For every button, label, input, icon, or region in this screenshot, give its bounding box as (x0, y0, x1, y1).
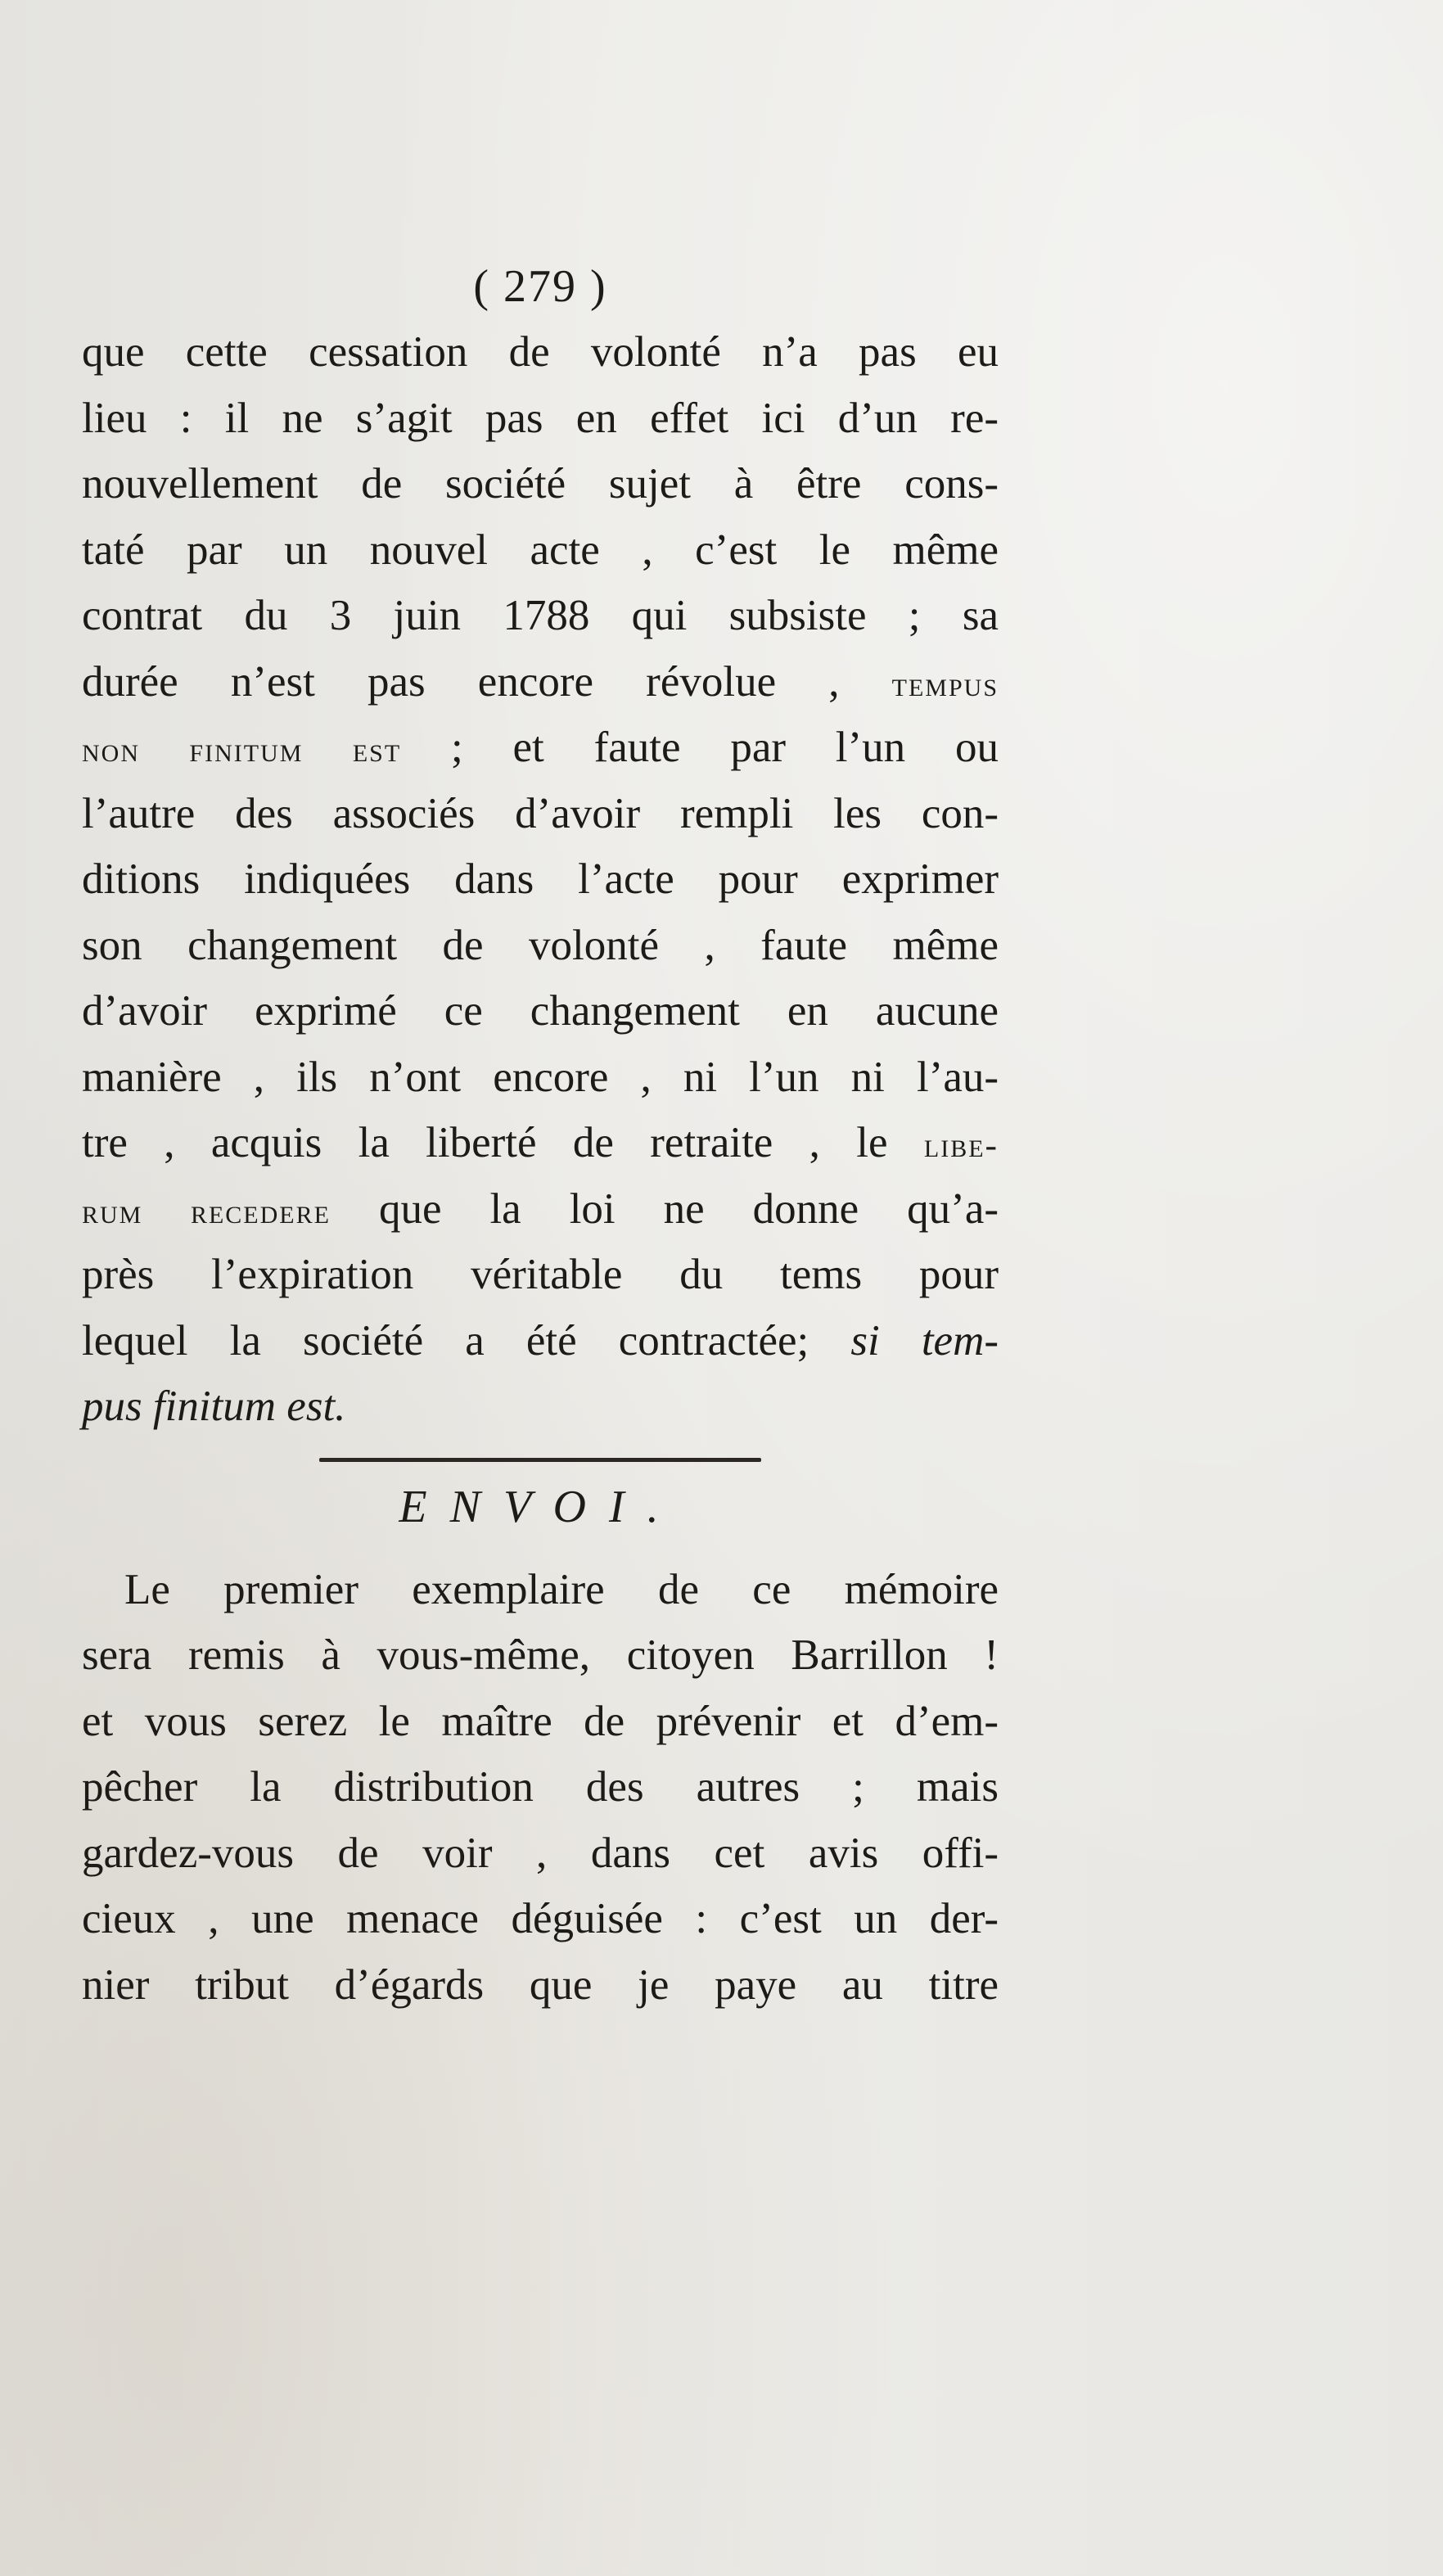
text-segment: pêcher la distribution des autres ; mais (82, 1763, 999, 1811)
text-segment: lequel la société a été contractée; (82, 1316, 851, 1365)
text-segment: gardez-vous de voir , dans cet avis offi- (82, 1829, 999, 1877)
text-segment: que la loi ne donne qu’a- (330, 1184, 999, 1233)
text-segment: Le premier exemplaire de ce mémoire (124, 1565, 999, 1613)
text-segment: rum recedere (82, 1191, 331, 1231)
text-segment: ditions indiquées dans l’acte pour exprimer (82, 855, 999, 903)
text-line (82, 1952, 999, 2019)
paragraph-envoi (82, 1557, 999, 2019)
text-segment: manière , ils n’ont encore , ni l’un ni l’au- (82, 1053, 999, 1101)
text-line (82, 319, 999, 386)
text-segment: sera remis à vous-même, citoyen Barrillon ! (82, 1631, 999, 1679)
page-number: ( 279 ) (473, 261, 607, 312)
text-line (82, 386, 999, 452)
text-line (82, 1886, 999, 1952)
text-line (82, 649, 999, 715)
text-segment: près l’expiration véritable du tems pour (82, 1251, 999, 1298)
text-line (82, 1176, 999, 1243)
text-segment: que cette cessation de volonté n’a pas eu (82, 328, 999, 376)
text-line (82, 978, 999, 1044)
text-block (82, 254, 999, 2018)
text-line (82, 1622, 999, 1689)
text-line (82, 1374, 999, 1440)
text-line (82, 781, 999, 847)
text-line (82, 1820, 999, 1887)
text-line (82, 1242, 999, 1308)
text-segment: d’avoir exprimé ce changement en aucune (82, 987, 999, 1035)
text-segment: ; et faute par l’un ou (401, 724, 999, 771)
text-segment: nier tribut d’égards que je paye au titre (82, 1960, 999, 2009)
text-segment: nouvellement de société sujet à être cons- (82, 460, 999, 508)
text-line (82, 1308, 999, 1374)
text-segment: pus finitum est. (82, 1383, 346, 1430)
text-line (82, 715, 999, 781)
text-segment: lieu : il ne s’agit pas en effet ici d’un re- (82, 394, 999, 442)
text-line (82, 1754, 999, 1820)
section-heading: ENVOI. (399, 1481, 682, 1532)
text-line (82, 1557, 999, 1623)
text-segment: tre , acquis la liberté de retraite , le (82, 1119, 924, 1166)
section-divider (319, 1458, 761, 1462)
text-segment: cieux , une menace déguisée : c’est un der- (82, 1895, 999, 1942)
text-line (82, 1689, 999, 1755)
text-segment: non finitum est (82, 730, 402, 769)
text-segment: tempus (891, 664, 999, 704)
text-segment: l’autre des associés d’avoir rempli les con- (82, 789, 999, 837)
text-segment: son changement de volonté , faute même (82, 921, 999, 969)
text-line (82, 913, 999, 979)
text-segment: contrat du 3 juin 1788 qui subsiste ; sa (82, 592, 999, 639)
paragraph-continuation (82, 319, 999, 1440)
text-line (82, 583, 999, 649)
text-segment: si tem- (850, 1316, 999, 1365)
text-segment: libe- (923, 1126, 999, 1165)
text-line (82, 451, 999, 517)
text-segment: taté par un nouvel acte , c’est le même (82, 526, 999, 574)
text-line (82, 846, 999, 913)
text-segment: durée n’est pas encore révolue , (82, 657, 892, 706)
text-line (82, 517, 999, 584)
text-line (82, 1110, 999, 1176)
text-segment: et vous serez le maître de prévenir et d’em- (82, 1697, 999, 1745)
text-line (82, 1044, 999, 1111)
